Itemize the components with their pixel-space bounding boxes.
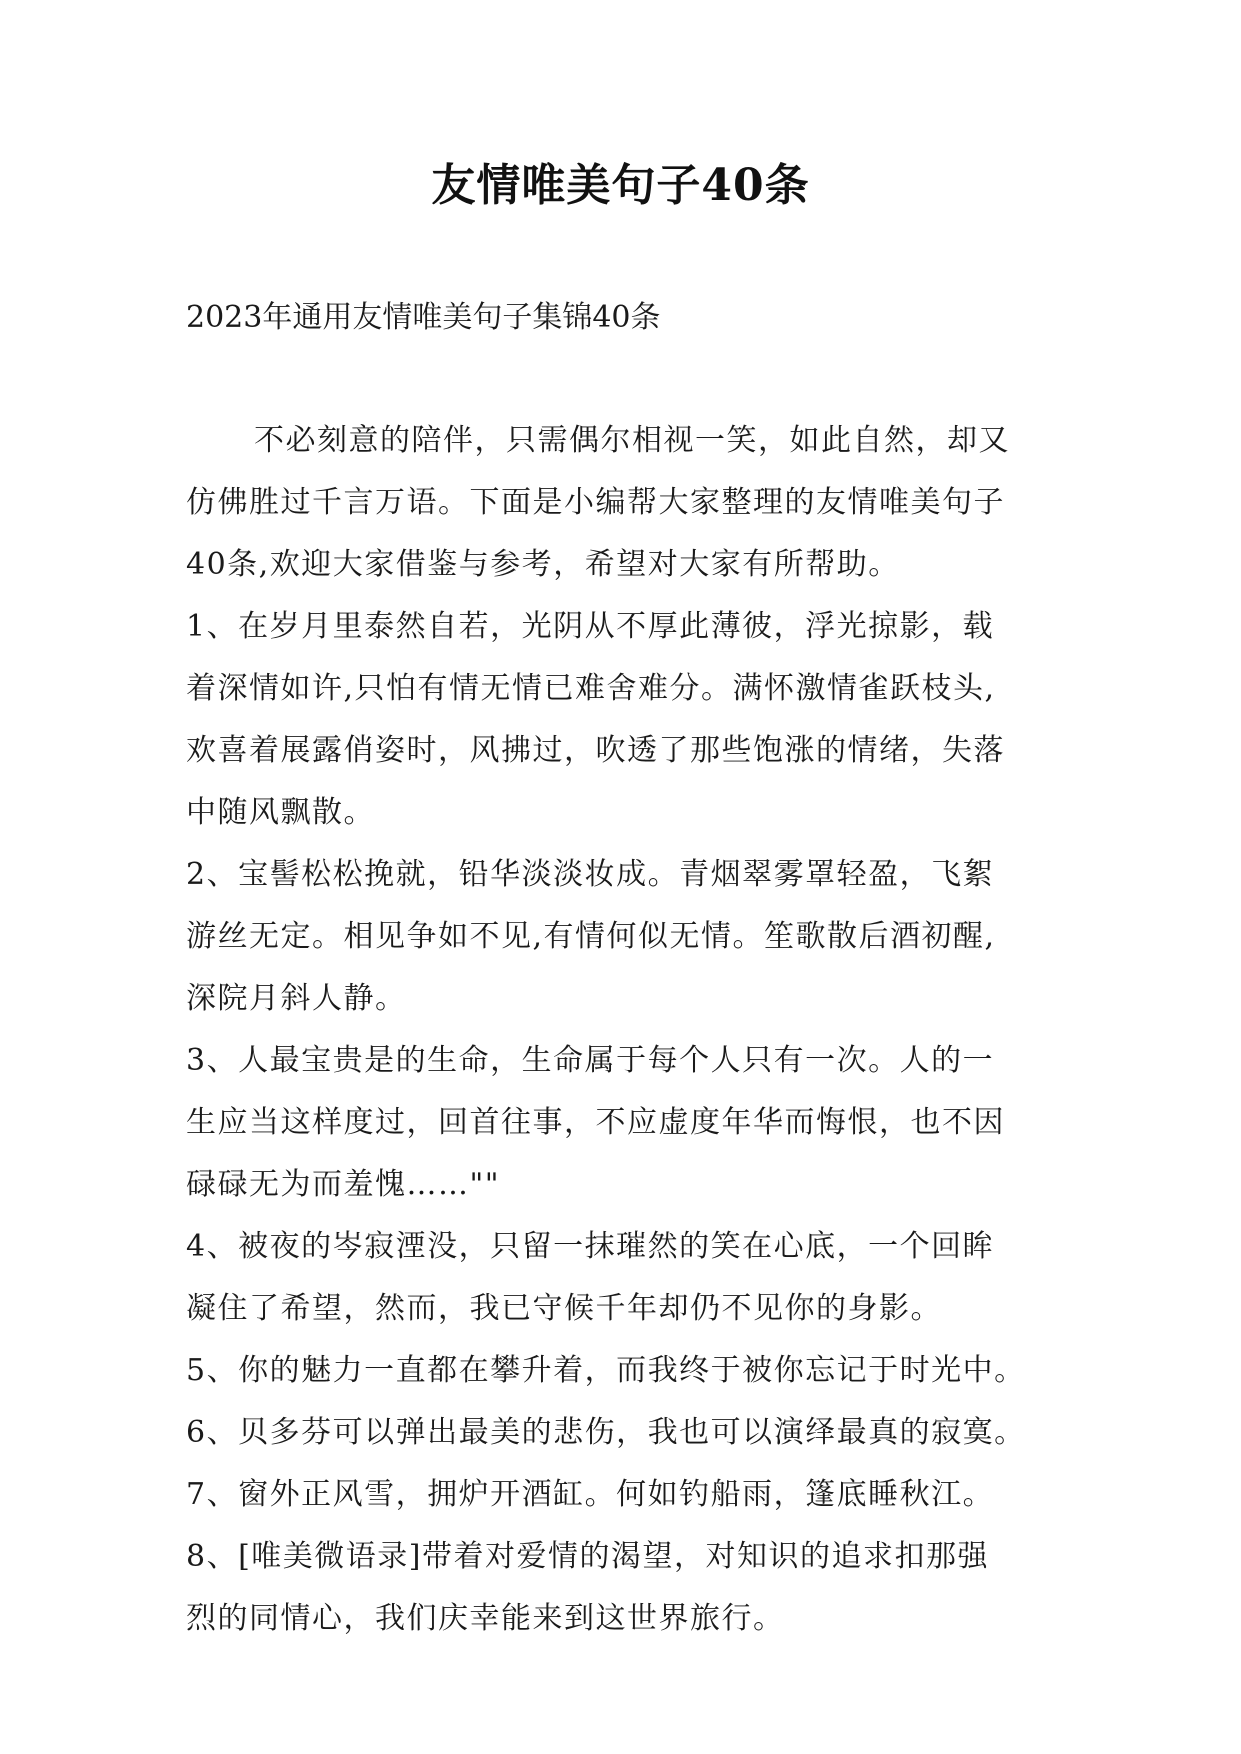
intro-line: 不必刻意的陪伴，只需偶尔相视一笑，如此自然，却又 (254, 423, 1010, 458)
item-3-line: 3、人最宝贵是的生命，生命属于每个人只有一次。人的一 (186, 1043, 995, 1078)
item-5-line: 5、你的魅力一直都在攀升着，而我终于被你忘记于时光中。 (186, 1353, 1026, 1388)
item-1-line: 着深情如许,只怕有情无情已难舍难分。满怀激情雀跃枝头, (186, 671, 996, 706)
item-1-line: 中随风飘散。 (186, 795, 375, 830)
item-6-line: 6、贝多芬可以弹出最美的悲伤，我也可以演绎最真的寂寞。 (186, 1415, 1026, 1450)
item-1-line: 1、在岁月里泰然自若，光阴从不厚此薄彼，浮光掠影，载 (186, 609, 995, 644)
item-3-line: 碌碌无为而羞愧……"" (186, 1167, 501, 1202)
item-2-line: 游丝无定。相见争如不见,有情何似无情。笙歌散后酒初醒, (186, 919, 996, 954)
item-4-line: 4、被夜的岑寂湮没，只留一抹璀然的笑在心底，一个回眸 (186, 1229, 995, 1264)
document-subtitle: 2023年通用友情唯美句子集锦40条 (186, 300, 661, 335)
item-1-line: 欢喜着展露俏姿时，风拂过，吹透了那些饱涨的情绪，失落 (186, 733, 1005, 768)
intro-line: 40条,欢迎大家借鉴与参考，希望对大家有所帮助。 (186, 547, 900, 582)
item-7-line: 7、窗外正风雪，拥炉开酒缸。何如钓船雨，篷底睡秋江。 (186, 1477, 995, 1512)
item-2-line: 2、宝髻松松挽就，铅华淡淡妆成。青烟翠雾罩轻盈，飞絮 (186, 857, 995, 892)
item-8-line: 烈的同情心，我们庆幸能来到这世界旅行。 (186, 1601, 785, 1636)
document-body (186, 410, 1056, 1650)
item-4-line: 凝住了希望，然而，我已守候千年却仍不见你的身影。 (186, 1291, 942, 1326)
item-3-line: 生应当这样度过，回首往事，不应虚度年华而悔恨，也不因 (186, 1105, 1005, 1140)
item-2-line: 深院月斜人静。 (186, 981, 407, 1016)
item-8-line: 8、[唯美微语录]带着对爱情的渴望，对知识的追求扣那强 (186, 1539, 989, 1574)
document-title: 友情唯美句子40条 (431, 160, 810, 211)
intro-line: 仿佛胜过千言万语。下面是小编帮大家整理的友情唯美句子 (186, 485, 1005, 520)
